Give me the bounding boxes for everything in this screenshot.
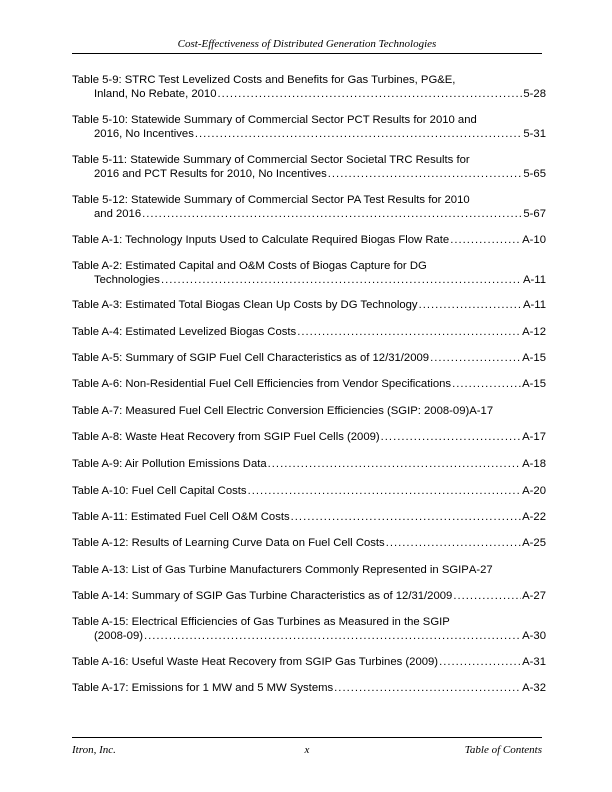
toc-entry[interactable] (72, 298, 546, 312)
toc-entry-title: (2008-09) (94, 630, 143, 642)
toc-page-number: A-20 (522, 485, 546, 497)
toc-leader-dots (439, 655, 521, 669)
toc-entry-line1: Table A-2: Estimated Capital and O&M Costs of Biogas Capture for DG (72, 260, 427, 272)
toc-page-number: 5-65 (523, 168, 546, 180)
toc-leader-dots (142, 207, 522, 221)
toc-entry-title: and 2016 (94, 208, 142, 220)
toc-leader-dots (419, 298, 522, 312)
toc-leader-dots (291, 510, 521, 524)
toc-entry-title: Table A-8: Waste Heat Recovery from SGIP Fuel Cells (2009) (72, 431, 380, 443)
toc-entry[interactable] (72, 377, 546, 391)
toc-leader-dots (386, 536, 521, 550)
toc-entry[interactable] (72, 430, 546, 444)
toc-leader-dots (217, 87, 522, 101)
running-footer (72, 743, 542, 757)
toc-entry-title: Table A-9: Air Pollution Emissions Data (72, 458, 267, 470)
toc-entry[interactable] (72, 655, 546, 669)
toc-entry-line1: Table 5-9: STRC Test Levelized Costs and Benefits for Gas Turbines, PG&E, (72, 74, 456, 86)
toc-page-number: A-17 (522, 431, 546, 443)
toc-entry-title: Table A-7: Measured Fuel Cell Electric Conversion Efficiencies (SGIP: 2008-09) (72, 405, 470, 417)
footer-company: Itron, Inc. (72, 744, 116, 756)
toc-page-number: A-15 (522, 352, 546, 364)
toc-entry-title: Table A-4: Estimated Levelized Biogas Costs (72, 326, 297, 338)
toc-page-number: A-27 (468, 564, 493, 576)
toc-entry[interactable] (72, 73, 546, 101)
toc-entry-title: Table A-12: Results of Learning Curve Data on Fuel Cell Costs (72, 537, 385, 549)
toc-entry-title: Table A-14: Summary of SGIP Gas Turbine Characteristics as of 12/31/2009 (72, 590, 453, 602)
toc-entry[interactable] (72, 404, 546, 418)
toc-leader-dots (195, 127, 523, 141)
toc-entry[interactable] (72, 615, 546, 643)
toc-entry[interactable] (72, 259, 546, 287)
toc-entry-title: Table A-5: Summary of SGIP Fuel Cell Characteristics as of 12/31/2009 (72, 352, 430, 364)
toc-entry[interactable] (72, 484, 546, 498)
header-rule (72, 53, 542, 54)
toc-leader-dots (334, 681, 521, 695)
toc-leader-dots (452, 377, 521, 391)
toc-entry-title: 2016 and PCT Results for 2010, No Incentives (94, 168, 327, 180)
toc-entry-line1: Table 5-10: Statewide Summary of Commercial Sector PCT Results for 2010 and (72, 114, 477, 126)
toc-entry[interactable] (72, 457, 546, 471)
toc-page-number: A-22 (522, 511, 546, 523)
toc-entry-title: Table A-13: List of Gas Turbine Manufacturers Commonly Represented in SGIP (72, 564, 469, 576)
toc-page-number: A-27 (522, 590, 546, 602)
toc-entry[interactable] (72, 536, 546, 550)
toc-page-number: A-18 (522, 458, 546, 470)
toc-entry[interactable] (72, 510, 546, 524)
toc-page-number: A-31 (522, 656, 546, 668)
toc-leader-dots (248, 484, 522, 498)
toc-page-number: A-11 (522, 299, 546, 311)
toc-entry-title: Table A-10: Fuel Cell Capital Costs (72, 485, 247, 497)
toc-entry[interactable] (72, 589, 546, 603)
footer-page-number: x (304, 744, 310, 756)
toc-entry-line1: Table 5-11: Statewide Summary of Commercial Sector Societal TRC Results for (72, 154, 470, 166)
toc-entry-title: Table A-16: Useful Waste Heat Recovery from SGIP Gas Turbines (2009) (72, 656, 439, 668)
toc-page-number: 5-67 (523, 208, 546, 220)
toc-leader-dots (430, 351, 521, 365)
running-header: Cost-Effectiveness of Distributed Generation Technologies (177, 38, 437, 50)
toc-page-number: A-12 (522, 326, 546, 338)
toc-leader-dots (144, 629, 521, 643)
toc-page-number: A-10 (522, 234, 546, 246)
footer-section: Table of Contents (464, 744, 542, 756)
toc-entry[interactable] (72, 681, 546, 695)
toc-entry-title: Table A-11: Estimated Fuel Cell O&M Costs (72, 511, 290, 523)
toc-entry[interactable] (72, 153, 546, 181)
toc-leader-dots (268, 457, 521, 471)
toc-page-number: 5-31 (523, 128, 546, 140)
toc-leader-dots (450, 233, 521, 247)
toc-page-number: A-11 (522, 274, 546, 286)
toc-entry-title: Table A-6: Non-Residential Fuel Cell Efficiencies from Vendor Specifications (72, 378, 452, 390)
toc-page-number: 5-28 (523, 88, 546, 100)
toc-entry-title: 2016, No Incentives (94, 128, 194, 140)
toc-entry[interactable] (72, 351, 546, 365)
toc-page-number: A-15 (522, 378, 546, 390)
toc-entry-line1: Table 5-12: Statewide Summary of Commercial Sector PA Test Results for 2010 (72, 194, 470, 206)
toc-page-number: A-25 (522, 537, 546, 549)
toc-entry-title: Technologies (94, 274, 160, 286)
toc-entry-title: Inland, No Rebate, 2010 (94, 88, 217, 100)
toc-entry-title: Table A-1: Technology Inputs Used to Calculate Required Biogas Flow Rate (72, 234, 450, 246)
toc-entry[interactable] (72, 193, 546, 221)
toc-page-number: A-17 (469, 405, 494, 417)
toc-entry[interactable] (72, 233, 546, 247)
toc-leader-dots (328, 167, 523, 181)
toc-entry-title: Table A-3: Estimated Total Biogas Clean Up Costs by DG Technology (72, 299, 418, 311)
toc-entry-title: Table A-17: Emissions for 1 MW and 5 MW Systems (72, 682, 334, 694)
toc-page-number: A-32 (522, 682, 546, 694)
toc-leader-dots (453, 589, 521, 603)
toc-leader-dots (161, 273, 522, 287)
toc-leader-dots (297, 325, 521, 339)
toc-page-number: A-30 (522, 630, 546, 642)
footer-rule (72, 737, 542, 738)
toc-entry-line1: Table A-15: Electrical Efficiencies of Gas Turbines as Measured in the SGIP (72, 616, 450, 628)
toc-leader-dots (381, 430, 521, 444)
toc-entry[interactable] (72, 325, 546, 339)
toc-entry[interactable] (72, 113, 546, 141)
toc-entry[interactable] (72, 563, 546, 577)
